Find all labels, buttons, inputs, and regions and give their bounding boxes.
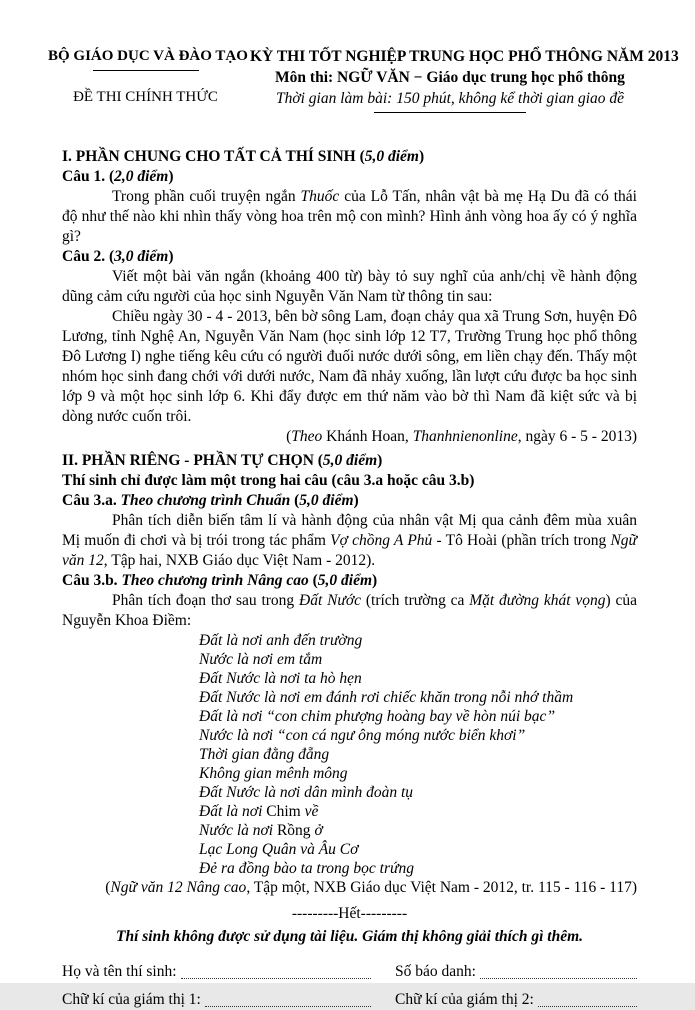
proctor-1-signature-label: Chữ kí của giám thị 1: xyxy=(62,991,201,1008)
subject-line: Môn thi: NGỮ VĂN − Giáo dục trung học phổ thông xyxy=(275,69,625,86)
candidate-name-fill-line xyxy=(181,978,371,979)
section-2-note: Thí sinh chỉ được làm một trong hai câu (câu 3.a hoặc câu 3.b) xyxy=(62,472,475,489)
candidate-name-label: Họ và tên thí sinh: xyxy=(62,963,177,980)
official-exam-label: ĐỀ THI CHÍNH THỨC xyxy=(73,89,218,105)
ministry-name: BỘ GIÁO DỤC VÀ ĐÀO TẠO xyxy=(48,48,248,64)
question-1-heading: Câu 1. (2,0 điểm) xyxy=(62,168,174,185)
proctor-2-fill-line xyxy=(538,1006,637,1007)
question-3b-heading: Câu 3.b. Theo chương trình Nâng cao (5,0 điểm) xyxy=(62,572,378,589)
question-1-body: Trong phần cuối truyện ngắn Thuốc của Lỗ Tấn, nhân vật bà mẹ Hạ Du đã có thái độ như thế nào khi nhìn thấy vòng hoa trên mộ con mình? Hình ảnh vòng hoa ấy có ý nghĩa gì? xyxy=(62,188,637,245)
candidate-number-label: Số báo danh: xyxy=(395,963,476,980)
exam-title-block xyxy=(250,46,679,113)
candidate-info-row xyxy=(62,962,637,982)
poem-line: Đất Nước là nơi ta hò hẹn xyxy=(199,670,362,687)
poem-line: Nước là nơi “con cá ngư ông móng nước biển khơi” xyxy=(199,727,526,744)
poem-line: Đất là nơi Chim về xyxy=(199,803,319,820)
question-2-intro: Viết một bài văn ngắn (khoảng 400 từ) bày tỏ suy nghĩ của anh/chị về hành động dũng cảm cứu người của học sinh Nguyễn Văn Nam từ thông tin sau: xyxy=(62,268,637,305)
proctor-2-signature-field xyxy=(395,990,637,1010)
question-2-source: (Theo Khánh Hoan, Thanhnienonline, ngày 6 - 5 - 2013) xyxy=(286,428,637,445)
issuer-block xyxy=(48,46,248,113)
exam-notice: Thí sinh không được sử dụng tài liệu. Giám thị không giải thích gì thêm. xyxy=(115,928,584,945)
question-2-quote: Chiều ngày 30 - 4 - 2013, bên bờ sông Lam, đoạn chảy qua xã Trung Sơn, huyện Đô Lương, tỉnh Nghệ An, Nguyễn Văn Nam (học sinh lớp 12 T7, Trường Trung học phổ thông Đô Lương I) nghe tiếng kêu cứu có người đuối nước dưới sông, em liền chạy đến. Thấy một nhóm học sinh đang chới với dưới nước, Nam đã nhảy xuống, lần lượt cứu được ba học sinh lớp 9 và một học sinh lớp 6. Khi đẩy được em thứ năm vào bờ thì Nam đã kiệt sức và bị dòng nước cuốn trôi. xyxy=(62,308,637,425)
candidate-number-fill-line xyxy=(480,978,637,979)
poem-line: Lạc Long Quân và Âu Cơ xyxy=(199,841,359,858)
document-header xyxy=(0,0,695,113)
duration-line: Thời gian làm bài: 150 phút, không kể thời gian giao đề xyxy=(275,90,625,107)
header-divider-left xyxy=(93,70,199,71)
question-3a-body: Phân tích diễn biến tâm lí và hành động của nhân vật Mị qua cảnh đêm mùa xuân Mị muốn đi chơi và bị trói trong tác phẩm Vợ chồng A Phủ - Tô Hoài (phần trích trong Ngữ văn 12, Tập hai, NXB Giáo dục Việt Nam - 2012). xyxy=(62,512,637,569)
candidate-number-field xyxy=(395,962,637,982)
poem-line: Đất là nơi anh đến trường xyxy=(199,632,363,649)
proctor-2-signature-label: Chữ kí của giám thị 2: xyxy=(395,991,534,1008)
proctor-1-fill-line xyxy=(205,1006,371,1007)
candidate-name-field xyxy=(62,962,395,982)
poem-line: Đẻ ra đồng bào ta trong bọc trứng xyxy=(199,860,414,877)
question-3a-heading: Câu 3.a. Theo chương trình Chuẩn (5,0 điểm) xyxy=(62,492,359,509)
question-2-heading: Câu 2. (3,0 điểm) xyxy=(62,248,174,265)
end-marker: ---------Hết--------- xyxy=(291,905,408,922)
poem-line: Đất Nước là nơi em đánh rơi chiếc khăn trong nỗi nhớ thầm xyxy=(199,689,574,706)
poem-source: (Ngữ văn 12 Nâng cao, Tập một, NXB Giáo dục Việt Nam - 2012, tr. 115 - 116 - 117) xyxy=(105,879,637,896)
poem-line: Nước là nơi Rồng ở xyxy=(199,822,323,839)
poem-line: Nước là nơi em tắm xyxy=(199,651,323,668)
poem-line: Không gian mênh mông xyxy=(199,765,348,782)
section-1-heading: I. PHẦN CHUNG CHO TẤT CẢ THÍ SINH (5,0 điểm) xyxy=(62,148,425,165)
exam-body xyxy=(0,147,695,1010)
exam-title: KỲ THI TỐT NGHIỆP TRUNG HỌC PHỔ THÔNG NĂM 2013 xyxy=(250,48,679,65)
poem-line: Đất Nước là nơi dân mình đoàn tụ xyxy=(199,784,414,801)
question-3b-intro: Phân tích đoạn thơ sau trong Đất Nước (trích trường ca Mặt đường khát vọng) của Nguyễn Khoa Điềm: xyxy=(62,592,638,629)
poem-line: Thời gian đằng đẵng xyxy=(199,746,330,763)
proctor-signature-row xyxy=(62,990,637,1010)
section-2-heading: II. PHẦN RIÊNG - PHẦN TỰ CHỌN (5,0 điểm) xyxy=(62,452,383,469)
poem-block xyxy=(199,631,637,878)
header-divider-right xyxy=(374,112,526,113)
proctor-1-signature-field xyxy=(62,990,395,1010)
poem-line: Đất là nơi “con chim phượng hoàng bay về hòn núi bạc” xyxy=(199,708,556,725)
